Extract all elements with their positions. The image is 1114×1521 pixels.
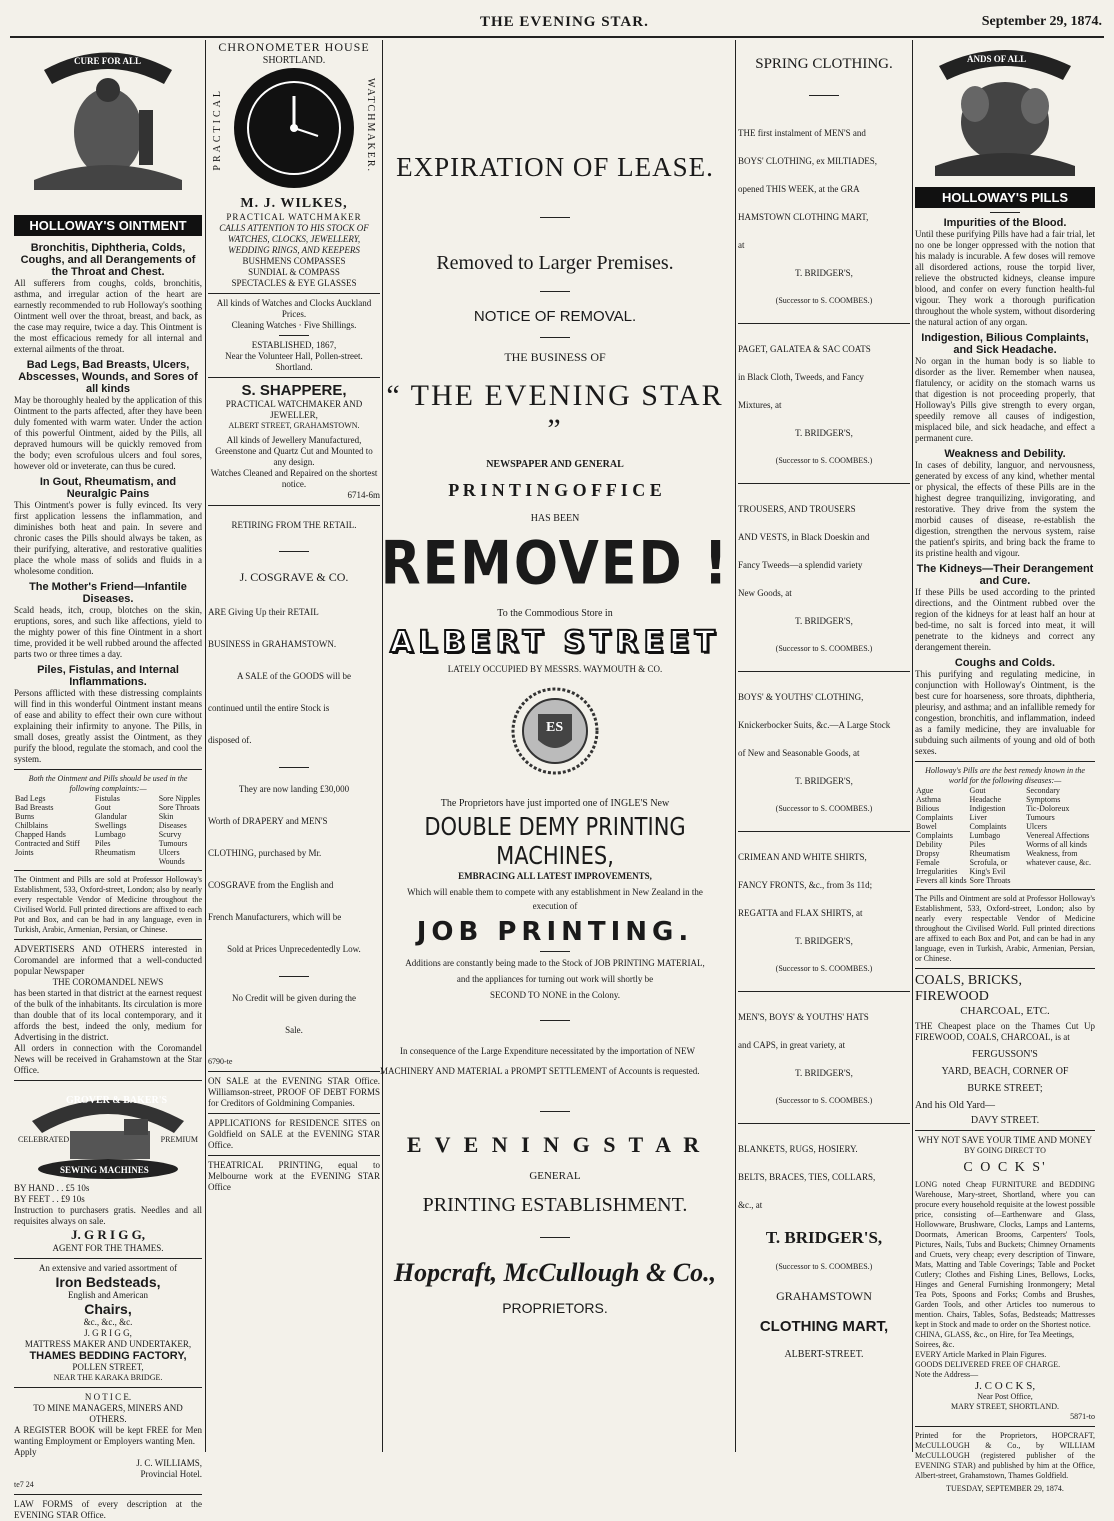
table-cell: Lumbago — [969, 831, 1001, 840]
etc-line: &c., &c., &c. — [83, 1317, 133, 1327]
table-cell: Chilblains — [15, 821, 48, 830]
divider — [915, 968, 1095, 969]
clothing-line: BLANKETS, RUGS, HOSIERY. — [738, 1144, 858, 1154]
printing-office: P R I N T I N G O F F I C E — [448, 480, 662, 500]
has-been: HAS BEEN — [530, 513, 580, 524]
retail-line: Sold at Prices Unprecedentedly Low. — [227, 944, 361, 954]
cocks-name: J. C O C K S, — [974, 1380, 1036, 1392]
notice-heading: N O T I C E. — [84, 1392, 132, 1402]
successor-note: (Successor to S. COOMBES.) — [775, 804, 873, 813]
printing-establishment: PRINTING ESTABLISHMENT. — [422, 1194, 688, 1216]
divider — [208, 377, 380, 378]
divider — [14, 769, 202, 770]
masthead-bar — [0, 12, 1114, 38]
section-title: Indigestion, Bilious Complaints, and Sick Headache. — [921, 332, 1089, 356]
column-rule — [205, 40, 206, 1452]
execution-of: execution of — [532, 901, 578, 911]
table-cell: Female Irregularities — [916, 858, 958, 876]
table-cell: Glandular Swellings — [94, 812, 127, 830]
section-title: Piles, Fistulas, and Internal Inflammations. — [37, 664, 179, 688]
clothing-line: BOYS' & YOUTHS' CLOTHING, — [738, 692, 864, 702]
seal-initials: ES — [546, 720, 564, 735]
divider — [738, 1123, 910, 1124]
imprint-date: TUESDAY, SEPTEMBER 29, 1874. — [946, 1484, 1064, 1493]
issue-date: September 29, 1874. — [981, 14, 1102, 29]
diseases-table — [915, 786, 1095, 885]
table-cell: Skin Diseases — [158, 812, 187, 830]
clothing-line: TROUSERS, AND TROUSERS — [738, 504, 856, 514]
table-cell: Piles — [94, 839, 111, 848]
table-cell: Contracted and Stiff Joints — [15, 839, 80, 857]
business-of: THE BUSINESS OF — [504, 350, 606, 364]
ad-ref: 6714-6m — [347, 490, 380, 500]
shappere-trade: PRACTICAL WATCHMAKER AND JEWELLER, — [225, 399, 363, 420]
clothing-line: REGATTA and FLAX SHIRTS, at — [738, 908, 863, 918]
divider — [14, 870, 202, 871]
section-title: The Kidneys—Their Derangement and Cure. — [916, 563, 1094, 587]
ad-ref: 6790-te — [208, 1057, 233, 1066]
clothing-line: at — [738, 240, 745, 250]
successor-note: (Successor to S. COOMBES.) — [775, 1096, 873, 1105]
section-body: May be thoroughly healed by the application of this Ointment to the parts affected, after they have been duly fomented with warm water. Under the action of this powerful Ointment, aided by the Pills, all depraved humours will be quickly removed from the body; even scrofulous ulcers and foul sores, however old or inveterate, can thus be cured. — [14, 395, 202, 471]
bedding-factory: THAMES BEDDING FACTORY, — [29, 1350, 187, 1362]
table-cell: Bad Breasts — [15, 803, 54, 812]
successor-note: (Successor to S. COOMBES.) — [775, 456, 873, 465]
by-going: BY GOING DIRECT TO — [964, 1146, 1046, 1155]
column-clothing — [738, 40, 910, 1453]
divider — [279, 976, 309, 977]
divider — [208, 1113, 380, 1114]
spring-clothing-heading: SPRING CLOTHING. — [755, 56, 893, 72]
clothing-line: BOYS' CLOTHING, ex MILTIADES, — [738, 156, 878, 166]
table-cell: Scurvy — [158, 830, 182, 839]
sundial: SUNDIAL & COMPASS — [248, 267, 340, 277]
successor-note: (Successor to S. COOMBES.) — [775, 964, 873, 973]
bedsteads-heading: Iron Bedsteads, — [55, 1274, 161, 1290]
table-cell: Weakness, from whatever cause, &c. — [1026, 849, 1091, 867]
ad-ref: 5871-to — [1070, 1412, 1095, 1421]
davy-street: DAVY STREET. — [970, 1115, 1040, 1126]
retail-line: BUSINESS in GRAHAMSTOWN. — [208, 639, 337, 649]
imprint-text: Printed for the Proprietors, HOPCRAFT, McCULLOUGH & Co., by WILLIAM McCULLOUGH (registered publisher of the EVENING STAR) and published by him at the Office, Albert-street, Grahamstown, Thames Goldfield. — [915, 1431, 1095, 1480]
section-title: The Mother's Friend—Infantile Diseases. — [29, 581, 187, 605]
table-cell: Gout — [94, 803, 111, 812]
all-kinds-watches: All kinds of Watches and Clocks Auckland Prices. — [216, 298, 372, 319]
table-cell: Rheumatism — [94, 848, 136, 857]
table-cell: Sore Nipples — [158, 794, 201, 803]
divider — [915, 1426, 1095, 1427]
column-rule — [735, 40, 736, 1452]
holloway-ointment-logo: HOLLOWAY'S OINTMENT — [14, 215, 202, 236]
additions-text: Additions are constantly being made to the Stock of JOB PRINTING MATERIAL, — [405, 958, 705, 968]
expiration-heading: EXPIRATION OF LEASE. — [396, 152, 714, 182]
cocks-heading: C O C K S' — [963, 1160, 1047, 1175]
divider — [915, 889, 1095, 890]
table-cell: Tic-Doloreux — [1026, 804, 1070, 813]
clock-icon — [234, 68, 354, 188]
table-cell: Bilious Complaints — [916, 804, 953, 822]
evening-star-spaced: E V E N I N G S T A R — [406, 1132, 704, 1157]
retail-line: They are now landing £30,000 — [238, 784, 350, 794]
column-watchmaker — [208, 40, 380, 1453]
plain-figures: EVERY Article Marked in Plain Figures. — [915, 1350, 1047, 1359]
chronometer-house: CHRONOMETER HOUSE — [218, 40, 370, 54]
section-body: If these Pills be used according to the printed directions, and the Ointment rubbed over the region of the kidneys for at least half an hour at bed-time, no salt is forced into meat, it will penetrate to the kidneys and correct any derangement therein. — [915, 587, 1095, 652]
cleaning-price: Cleaning Watches · Five Shillings. — [231, 320, 357, 330]
divider — [14, 1258, 202, 1259]
cheapest-text: THE Cheapest place on the Thames Cut Up FIREWOOD, COALS, CHARCOAL, is at — [915, 1021, 1095, 1042]
table-cell: Debility — [916, 840, 943, 849]
section-title: In Gout, Rheumatism, and Neuralgic Pains — [39, 476, 177, 500]
table-cell: Tumours — [1026, 813, 1055, 822]
retail-line: disposed of. — [208, 735, 252, 745]
table-cell: Venereal Affections — [1026, 831, 1090, 840]
retail-line: No Credit will be given during the — [232, 993, 356, 1003]
clothing-line: AND VESTS, in Black Doeskin and — [738, 532, 870, 542]
ad-ref: te7 24 — [14, 1480, 34, 1489]
column-holloway-pills — [915, 40, 1095, 1493]
karaka-bridge: NEAR THE KARAKA BRIDGE. — [53, 1373, 163, 1382]
newspaper-title: THE EVENING STAR. — [480, 14, 649, 30]
complaints-caption: Both the Ointment and Pills should be used in the following complaints:— — [28, 774, 188, 793]
table-cell: Piles — [969, 840, 986, 849]
table-cell: Fistulas — [94, 794, 120, 803]
clothing-line: New Goods, at — [738, 588, 792, 598]
advertisers-body: has been started in that district at the earnest request of the bulk of the inhabitants. Its circulation is more than double that of its local contemporary, and it affords the best, indeed the only, medium for Advertising in the district. — [14, 988, 202, 1042]
compete-text: Which will enable them to compete with any establishment in New Zealand in the — [407, 887, 703, 897]
price-hand: BY HAND . . £5 10s — [14, 1183, 90, 1193]
machine-celebrated: CELEBRATED — [18, 1135, 70, 1144]
mine-managers: TO MINE MANAGERS, MINERS AND OTHERS. — [33, 1403, 183, 1424]
table-cell: Ulcers — [1026, 822, 1047, 831]
successor-note: (Successor to S. COOMBES.) — [775, 1262, 873, 1271]
clothing-line: and CAPS, in great variety, at — [738, 1040, 846, 1050]
divider — [14, 1080, 202, 1081]
spectacles: SPECTACLES & EYE GLASSES — [231, 278, 357, 288]
clothing-line: opened THIS WEEK, at the GRA — [738, 184, 860, 194]
proof-of-debt: ON SALE at the EVENING STAR Office. Williamson-street, PROOF OF DEBT FORMS for Creditors of Goldmining Companies. — [208, 1076, 380, 1108]
section-title: Impurities of the Blood. — [943, 217, 1067, 229]
clothing-line: THE first instalment of MEN'S and — [738, 128, 866, 138]
divider — [279, 335, 309, 336]
burke-street: BURKE STREET; — [967, 1083, 1043, 1094]
divider — [540, 1111, 570, 1112]
divider — [208, 1071, 380, 1072]
price-feet: BY FEET . . £9 10s — [14, 1194, 85, 1204]
section-body: Persons afflicted with these distressing complaints will find in this wonderful Ointment instant means of ease and ability to effect their own cure without explaining their infirmity to anyone. The Pills, in small doses, greatly assist the Ointment, as they purify the blood, regulate the stomach, and cool the system. — [14, 688, 202, 764]
masthead-rule — [10, 36, 1104, 38]
diseases-caption: Holloway's Pills are the best remedy known in the world for the following diseases:— — [925, 766, 1085, 785]
table-cell: Secondary Symptoms — [1026, 786, 1061, 804]
coat-of-arms-icon — [510, 686, 600, 776]
job-printing-heading: JOB PRINTING. — [416, 917, 694, 947]
law-forms: LAW FORMS of every description at the EVENING STAR Office. — [14, 1499, 202, 1520]
instruction-text: Instruction to purchasers gratis. Needles and all requisites always on sale. — [14, 1205, 202, 1226]
yard-beach: YARD, BEACH, CORNER OF — [941, 1066, 1069, 1077]
section-title: Weakness and Debility. — [944, 448, 1066, 460]
williams-name: J. C. WILLIAMS, — [136, 1458, 202, 1468]
divider — [809, 95, 839, 96]
shappere-address: ALBERT STREET, GRAHAMSTOWN. — [228, 421, 360, 430]
assortment-text: An extensive and varied assortment of — [38, 1263, 178, 1273]
clothing-line: BELTS, BRACES, TIES, COLLARS, — [738, 1172, 876, 1182]
clothing-line: PAGET, GALATEA & SAC COATS — [738, 344, 871, 354]
divider — [208, 505, 380, 506]
fergusson-name: FERGUSSON'S — [972, 1049, 1038, 1060]
column-holloway-ointment — [14, 40, 202, 1520]
table-cell: Sore Throats — [969, 876, 1011, 885]
grigg-name-2: J. G R I G G, — [84, 1328, 132, 1338]
removed-headline: REMOVED ! — [380, 529, 730, 599]
clothing-line: Knickerbocker Suits, &c.—A Large Stock — [738, 720, 891, 730]
proprietors-imported: The Proprietors have just imported one of INGLE'S New — [440, 798, 670, 809]
side-label-watchmaker: WATCHMAKER. — [365, 78, 376, 174]
shappere-name: S. SHAPPERE, — [241, 382, 347, 399]
proprietors-name: Hopcraft, McCullough & Co., — [393, 1258, 717, 1287]
table-cell: Bad Legs — [15, 794, 46, 803]
successor-note: (Successor to S. COOMBES.) — [775, 296, 873, 305]
cosgrave-name: J. COSGRAVE & CO. — [239, 570, 349, 584]
table-cell: Rheumatism — [969, 849, 1010, 858]
newspaper-general: NEWSPAPER AND GENERAL — [486, 459, 624, 470]
divider — [738, 671, 910, 672]
advertisers-heading: ADVERTISERS AND OTHERS interested in Coromandel are informed that a well-conducted popular Newspaper — [14, 944, 202, 976]
sewing-machine-illustration — [14, 1085, 202, 1183]
evening-star-name: “ THE EVENING STAR ” — [386, 379, 724, 446]
latest-improvements: EMBRACING ALL LATEST IMPROVEMENTS, — [458, 871, 652, 881]
shortland-label: SHORTLAND. — [262, 55, 326, 66]
coals-heading: COALS, BRICKS, FIREWOOD — [915, 973, 1022, 1004]
section-title: Coughs and Colds. — [954, 657, 1056, 669]
divider — [738, 323, 910, 324]
table-cell: Tumours — [158, 839, 188, 848]
successor-note: (Successor to S. COOMBES.) — [775, 644, 873, 653]
clothing-line: Fancy Tweeds—a splendid variety — [738, 560, 863, 570]
table-cell: Scrofula, or King's Evil — [969, 858, 1008, 876]
general-label: GENERAL — [529, 1170, 581, 1182]
complaints-table — [14, 794, 202, 866]
section-body: This Ointment's power is fully evinced. Its very first application lessens the inflammation, and diminishes both heat and pain. In severe and chronic cases the Pills should always be taken, as their purifying, alterative, and restorative qualities place the whole mass of solids and fluids in a wholesome condition. — [14, 500, 202, 576]
divider — [540, 291, 570, 292]
divider — [14, 1387, 202, 1388]
table-cell: Ague — [916, 786, 934, 795]
retiring-heading: RETIRING FROM THE RETAIL. — [231, 520, 357, 530]
goods-delivered: GOODS DELIVERED FREE OF CHARGE. — [915, 1360, 1061, 1369]
table-cell: Lumbago — [94, 830, 126, 839]
machine-caption: SEWING MACHINES — [60, 1165, 149, 1175]
section-body: No organ in the human body is so liable to disorder as the liver. Remember when nausea, flatulency, or acidity on the stomach warns us that digestion is not proceeding properly, that Holloway's Pills give strength to every organ, speedily remove all causes of indigestion, misplaced bile, and sick headache, and effect a permanent cure. — [915, 356, 1095, 443]
china-hire: CHINA, GLASS, &c., on Hire, for Tea Meetings, Soirees, &c. — [915, 1330, 1075, 1349]
wilkes-name: M. J. WILKES, — [240, 196, 348, 211]
divider — [915, 1130, 1095, 1131]
table-cell: Burns — [15, 812, 35, 821]
established-year: ESTABLISHED, 1867, — [251, 340, 337, 350]
removed-to-heading: Removed to Larger Premises. — [436, 252, 674, 274]
note-address: Note the Address— — [915, 1370, 979, 1379]
divider — [738, 831, 910, 832]
printing-machines: DOUBLE DEMY PRINTING MACHINES, — [424, 812, 686, 870]
section-body: In cases of debility, languor, and nervousness, generated by excess of any kind, whether mental or physical, the effects of these Pills are in the highest degree tranquilizing, invigorating, and restorative. They drive from the system the morbid causes of disease, re-establish the digestion, strengthen the nervous system, raise the patient's spirits, and bring back the frame to its pristine health and vigour. — [915, 460, 1095, 558]
table-cell: Fevers all kinds — [916, 876, 967, 885]
table-cell: Sore Throats — [158, 803, 200, 812]
retail-line: CLOTHING, purchased by Mr. — [208, 848, 322, 858]
residence-sites: APPLICATIONS for RESIDENCE SITES on Goldfield on SALE at the EVENING STAR Office. — [208, 1118, 380, 1150]
retail-line: A SALE of the GOODS will be — [237, 671, 351, 681]
section-title: Bronchitis, Diphtheria, Colds, Coughs, and all Derangements of the Throat and Chest. — [20, 242, 196, 278]
albert-street-heading: ALBERT STREET — [390, 625, 720, 660]
clothing-line: FANCY FRONTS, &c., from 3s 11d; — [738, 880, 873, 890]
proprietors-label: PROPRIETORS. — [502, 1300, 608, 1316]
table-cell: Chapped Hands — [15, 830, 66, 839]
apply-text: Apply — [14, 1447, 37, 1457]
watches-repaired: Watches Cleaned and Repaired on the shortest notice. — [210, 468, 378, 489]
bridger-name: T. BRIDGER'S, — [795, 268, 853, 278]
table-cell: Headache — [969, 795, 1002, 804]
wilkes-address: Near the Volunteer Hall, Pollen-street. Shortland. — [225, 351, 363, 372]
divider — [279, 551, 309, 552]
bridger-name: T. BRIDGER'S, — [795, 616, 853, 626]
save-time-heading: WHY NOT SAVE YOUR TIME AND MONEY — [917, 1135, 1093, 1145]
divider — [14, 1494, 202, 1495]
clothing-line: CRIMEAN AND WHITE SHIRTS, — [738, 852, 867, 862]
bridger-name: T. BRIDGER'S, — [795, 1068, 853, 1078]
bridger-name: T. BRIDGER'S, — [795, 936, 853, 946]
column-removal-notice — [380, 40, 730, 1453]
divider — [540, 1237, 570, 1238]
table-cell: Gout — [969, 786, 986, 795]
settlement-notice: In consequence of the Large Expenditure necessitated by the importation of NEW MACHINERY AND MATERIAL a PROMPT SETTLEMENT of Accounts is requested. — [380, 1046, 700, 1076]
holloway-pills-logo: HOLLOWAY'S PILLS — [915, 187, 1095, 208]
albert-street-address: ALBERT-STREET. — [784, 1349, 864, 1360]
table-cell: Ulcers — [158, 848, 180, 857]
provincial-hotel: Provincial Hotel. — [140, 1469, 202, 1479]
grigg-name: J. G R I G G, — [70, 1227, 146, 1242]
machine-premium: PREMIUM — [160, 1135, 198, 1144]
appliances-text: and the appliances for turning out work will shortly be — [456, 974, 654, 984]
section-title: Bad Legs, Bad Breasts, Ulcers, Abscesses, Wounds, and Sores of all kinds — [18, 359, 198, 395]
pills-banner-text: ANDS OF ALL — [967, 54, 1027, 64]
commodious-store: To the Commodious Store in — [497, 608, 613, 619]
practical-watchmaker: PRACTICAL WATCHMAKER — [226, 212, 362, 222]
charcoal-label: CHARCOAL, ETC. — [960, 1005, 1050, 1017]
divider — [208, 1155, 380, 1156]
bridger-name: T. BRIDGER'S, — [795, 428, 853, 438]
table-cell: Dropsy — [916, 849, 940, 858]
pills-sold-notice: The Pills and Ointment are sold at Professor Holloway's Establishment, 533, Oxford-street, London; also by nearly every respectable Vendor of Medicine throughout the Civilised World. Full printed directions are affixed to each Box and Pot, and can be had in any language, even in Turkish, Arabic, Armenian, Persian, or Chinese. — [915, 894, 1095, 963]
clock-illustration — [208, 68, 380, 196]
jewellery-text: All kinds of Jewellery Manufactured, Greenstone and Quartz Cut and Mounted to any design. — [215, 435, 373, 467]
ointment-banner-text: CURE FOR ALL — [74, 56, 142, 66]
divider — [279, 767, 309, 768]
divider — [540, 1020, 570, 1021]
advertisers-body: All orders in connection with the Coromandel News will be received in Grahamstown at the Star Office. — [14, 1043, 202, 1075]
pollen-street: POLLEN STREET, — [72, 1362, 144, 1372]
theatrical-printing: THEATRICAL PRINTING, equal to Melbourne work at the EVENING STAR Office — [208, 1160, 380, 1192]
table-cell: Liver Complaints — [969, 813, 1007, 831]
divider — [540, 951, 570, 952]
mattress-text: MATTRESS MAKER AND UNDERTAKER, — [24, 1339, 192, 1349]
retail-line: COSGRAVE from the English and — [208, 880, 334, 890]
divider — [540, 217, 570, 218]
chairs-heading: Chairs, — [84, 1301, 132, 1317]
clothing-line: MEN'S, BOYS' & YOUTHS' HATS — [738, 1012, 869, 1022]
section-body: Scald heads, itch, croup, blotches on the skin, eruptions, sores, and such like affections, yield to the mighty power of this fine Ointment in a short time, provided it be well rubbed around the affected parts two or three times a day. — [14, 605, 202, 659]
divider — [915, 761, 1095, 762]
ointment-sold-notice: The Ointment and Pills are sold at Professor Holloway's Establishment, 533, Oxford-street, London; also by nearly every respectable Vendor of Medicine throughout the Civilised World. Full printed directions are affixed to each Pot and Box, and can be had in any language, even in Turkish, Arabic, Armenian, Persian, or Chinese. — [14, 875, 202, 934]
divider — [738, 991, 910, 992]
cocks-wares: LONG noted Cheap FURNITURE and BEDDING Warehouse, Mary-street, Shortland, where you can procure every household requisite at the lowest possible price, consisting of—Earthenware and Glass, Hollowware, Brushware, Clocks, Lamps and Lanterns, Doormats, American Brooms, Carpenters' Tools, Pictures, Nails, Tubs and Buckets; Chimney Ornaments and Cruets, very cheap; every description of Tinware, Mats, Matting and Table Coverings; Table and Pocket Cutlery; Clothes and Fishing Lines, Bellows, Locks, Hinges and General Furnishing Ironmongery; Metal Tea Pots, Spoons and Forks; Combs and Brushes, Garden Tools, and other Articles too numerous to mention. Chairs, Tables, Sofas, Bedsteads; Mattresses kept in Stock and made to order on the Shortest notice. — [915, 1180, 1095, 1329]
table-cell: Wounds — [158, 857, 185, 866]
notice-of-removal: NOTICE OF REMOVAL. — [473, 308, 637, 325]
divider — [990, 212, 1020, 213]
lately-occupied: LATELY OCCUPIED BY MESSRS. WAYMOUTH & CO. — [447, 664, 663, 674]
machine-banner: GROVER & BAKER'S — [66, 1095, 168, 1106]
grahamstown-label: GRAHAMSTOWN — [776, 1289, 872, 1303]
compasses: BUSHMENS COMPASSES — [242, 256, 346, 266]
side-label-practical: PRACTICAL — [212, 88, 223, 171]
column-rule — [912, 40, 913, 1452]
table-cell: Asthma — [916, 795, 941, 804]
table-cell: Indigestion — [969, 804, 1006, 813]
section-body: Until these purifying Pills have had a fair trial, let no one be longer oppressed with the notion that his malady is incurable. A few doses will remove all disordered actions, rouse the torpid liver, relieve the obstructed kidneys, cleanse impure blood, and confer on every function health-ful vigour. They work a thorough purification throughout the whole system, without disordering the natural action of any organ. — [915, 229, 1095, 327]
near-post-office: Near Post Office, — [977, 1392, 1033, 1401]
bridger-name: T. BRIDGER'S, — [795, 776, 853, 786]
second-to-none: SECOND TO NONE in the Colony. — [489, 990, 621, 1000]
bridger-large: T. BRIDGER'S, — [765, 1228, 883, 1247]
clothing-line: in Black Cloth, Tweeds, and Fancy — [738, 372, 864, 382]
table-cell: Worms of all kinds — [1026, 840, 1087, 849]
table-cell: Bowel Complaints — [916, 822, 953, 840]
stock-list: CALLS ATTENTION TO HIS STOCK OF WATCHES, CLOCKS, JEWELLERY, WEDDING RINGS, AND KEEPERS — [219, 223, 369, 255]
divider — [14, 939, 202, 940]
retail-line: Worth of DRAPERY and MEN'S — [208, 816, 328, 826]
clothing-line: &c., at — [738, 1200, 763, 1210]
clothing-line: Mixtures, at — [738, 400, 782, 410]
retail-line: Sale. — [285, 1025, 303, 1035]
register-text: A REGISTER BOOK will be kept FREE for Men wanting Employment or Employers wanting Men. — [14, 1425, 202, 1446]
clothing-line: of New and Seasonable Goods, at — [738, 748, 860, 758]
old-yard: And his Old Yard— — [915, 1100, 996, 1111]
section-body: All sufferers from coughs, colds, bronchitis, asthma, and irregular action of the heart are earnestly recommended to rub Holloway's soothing Ointment well over the throat, breast, and back, as the case may require, twice a day. This Ointment is the most efficacious remedy for all internal and external ailments of the throat. — [14, 278, 202, 354]
clothing-line: HAMSTOWN CLOTHING MART, — [738, 212, 869, 222]
retail-line: continued until the entire Stock is — [208, 703, 330, 713]
divider — [208, 293, 380, 294]
coromandel-news-title: THE COROMANDEL NEWS — [52, 977, 164, 987]
retail-line: French Manufacturers, which will be — [208, 912, 342, 922]
divider — [540, 337, 570, 338]
mary-street: MARY STREET, SHORTLAND. — [951, 1402, 1059, 1411]
section-body: This purifying and regulating medicine, in conjunction with Holloway's Ointment, is the best cure for hoarseness, sore throats, diphtheria, pleurisy, and asthma; and an infallible remedy for congestion, bronchitis, and inflammation, indeed as a family medicine, they are invaluable for subduing such ailments of young and old of both sexes. — [915, 669, 1095, 756]
retail-line: ARE Giving Up their RETAIL — [208, 607, 319, 617]
agent-text: AGENT FOR THE THAMES. — [52, 1243, 164, 1253]
clothing-mart: CLOTHING MART, — [759, 1318, 889, 1335]
divider — [738, 483, 910, 484]
english-american: English and American — [68, 1290, 148, 1300]
